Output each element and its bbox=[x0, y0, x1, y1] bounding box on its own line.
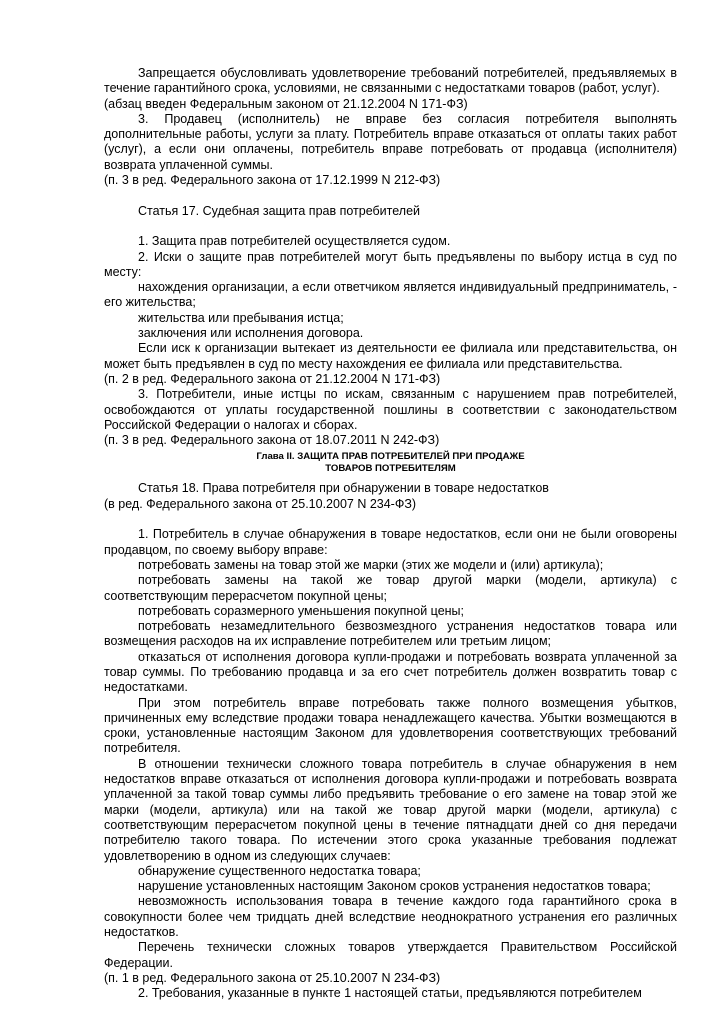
paragraph: При этом потребитель вправе потребовать также полного возмещения убытков, причиненных ему вследствие продажи товара ненадлежащего качества. Убытки возмещаются в сроки, установленные настоящим Законом для удовлетворения соответствующих требований потребителя. bbox=[104, 695, 677, 756]
paragraph: Если иск к организации вытекает из деятельности ее филиала или представительства, он может быть предъявлен в суд по месту нахождения ее филиала или представительства. bbox=[104, 341, 677, 371]
amendment-note: (в ред. Федерального закона от 25.10.2007 N 234-ФЗ) bbox=[104, 496, 417, 511]
paragraph: 3. Продавец (исполнитель) не вправе без согласия потребителя выполнять дополнительные работы, услуги за плату. Потребитель вправе отказаться от оплаты таких работ (услуг), а если они оплачены, потребитель вправе потребовать от продавца (исполнителя) возврата уплаченной суммы. bbox=[104, 111, 677, 172]
article-heading: Статья 18. Права потребителя при обнаружении в товаре недостатков bbox=[138, 481, 549, 496]
paragraph: обнаружение существенного недостатка товара; bbox=[138, 863, 421, 878]
paragraph: жительства или пребывания истца; bbox=[138, 310, 344, 325]
paragraph-spacer bbox=[104, 188, 677, 203]
paragraph: потребовать незамедлительного безвозмездного устранения недостатков товара или возмещения расходов на их исправление потребителем или третьим лицом; bbox=[104, 619, 677, 649]
paragraph: Перечень технически сложных товаров утверждается Правительством Российской Федерации. bbox=[104, 940, 677, 970]
amendment-note: (п. 1 в ред. Федерального закона от 25.10.2007 N 234-ФЗ) bbox=[104, 970, 441, 985]
paragraph: невозможность использования товара в течение каждого года гарантийного срока в совокупности более чем тридцать дней вследствие неоднократного устранения его различных недостатков. bbox=[104, 894, 677, 940]
paragraph: потребовать соразмерного уменьшения покупной цены; bbox=[138, 603, 465, 618]
amendment-note: (п. 3 в ред. Федерального закона от 18.07.2011 N 242-ФЗ) bbox=[104, 433, 440, 448]
amendment-note: (абзац введен Федеральным законом от 21.12.2004 N 171-ФЗ) bbox=[104, 96, 468, 111]
paragraph: 2. Иски о защите прав потребителей могут быть предъявлены по выбору истца в суд по месту: bbox=[104, 249, 677, 279]
paragraph: заключения или исполнения договора. bbox=[138, 326, 364, 341]
amendment-note: (п. 2 в ред. Федерального закона от 21.12.2004 N 171-ФЗ) bbox=[104, 371, 441, 386]
paragraph-spacer bbox=[104, 512, 677, 527]
paragraph: 3. Потребители, иные истцы по искам, связанным с нарушением прав потребителей, освобождаются от уплаты государственной пошлины в соответствии с законодательством Российской Федерации о налогах и сборах. bbox=[104, 387, 677, 432]
document-page bbox=[104, 66, 677, 1002]
paragraph: Запрещается обусловливать удовлетворение требований потребителей, предъявляемых в течение гарантийного срока, условиями, не связанными с недостатками товаров (работ, услуг). bbox=[104, 66, 677, 96]
chapter-heading-line: ТОВАРОВ ПОТРЕБИТЕЛЯМ bbox=[325, 463, 456, 475]
paragraph: потребовать замены на такой же товар другой марки (модели, артикула) с соответствующим перерасчетом покупной цены; bbox=[104, 573, 677, 603]
paragraph: потребовать замены на товар этой же марки (этих же модели и (или) артикула); bbox=[138, 557, 604, 572]
chapter-heading bbox=[104, 451, 677, 475]
paragraph: 2. Требования, указанные в пункте 1 настоящей статьи, предъявляются потребителем bbox=[138, 986, 642, 1001]
paragraph: 1. Защита прав потребителей осуществляется судом. bbox=[138, 234, 451, 249]
paragraph-spacer bbox=[104, 219, 677, 234]
paragraph: В отношении технически сложного товара потребитель в случае обнаружения в нем недостатков вправе отказаться от исполнения договора купли-продажи и потребовать возврата уплаченной за такой товар суммы либо предъявить требование о его замене на товар этой же марки (модели, артикула) или на такой же товар другой марки (модели, артикула) с соответствующим перерасчетом покупной цены в течение пятнадцати дней со дня передачи потребителю такого товара. По истечении этого срока указанные требования подлежат удовлетворению в одном из следующих случаев: bbox=[104, 756, 677, 863]
article-heading: Статья 17. Судебная защита прав потребителей bbox=[138, 203, 421, 218]
paragraph: нахождения организации, а если ответчиком является индивидуальный предприниматель, - его жительства; bbox=[104, 280, 677, 310]
paragraph: 1. Потребитель в случае обнаружения в товаре недостатков, если они не были оговорены продавцом, по своему выбору вправе: bbox=[104, 527, 677, 557]
paragraph: отказаться от исполнения договора купли-продажи и потребовать возврата уплаченной за товар суммы. По требованию продавца и за его счет потребитель должен возвратить товар с недостатками. bbox=[104, 649, 677, 695]
paragraph: нарушение установленных настоящим Законом сроков устранения недостатков товара; bbox=[138, 879, 651, 894]
chapter-heading-line: Глава II. ЗАЩИТА ПРАВ ПОТРЕБИТЕЛЕЙ ПРИ ПРОДАЖЕ bbox=[256, 451, 525, 463]
amendment-note: (п. 3 в ред. Федерального закона от 17.12.1999 N 212-ФЗ) bbox=[104, 173, 441, 188]
